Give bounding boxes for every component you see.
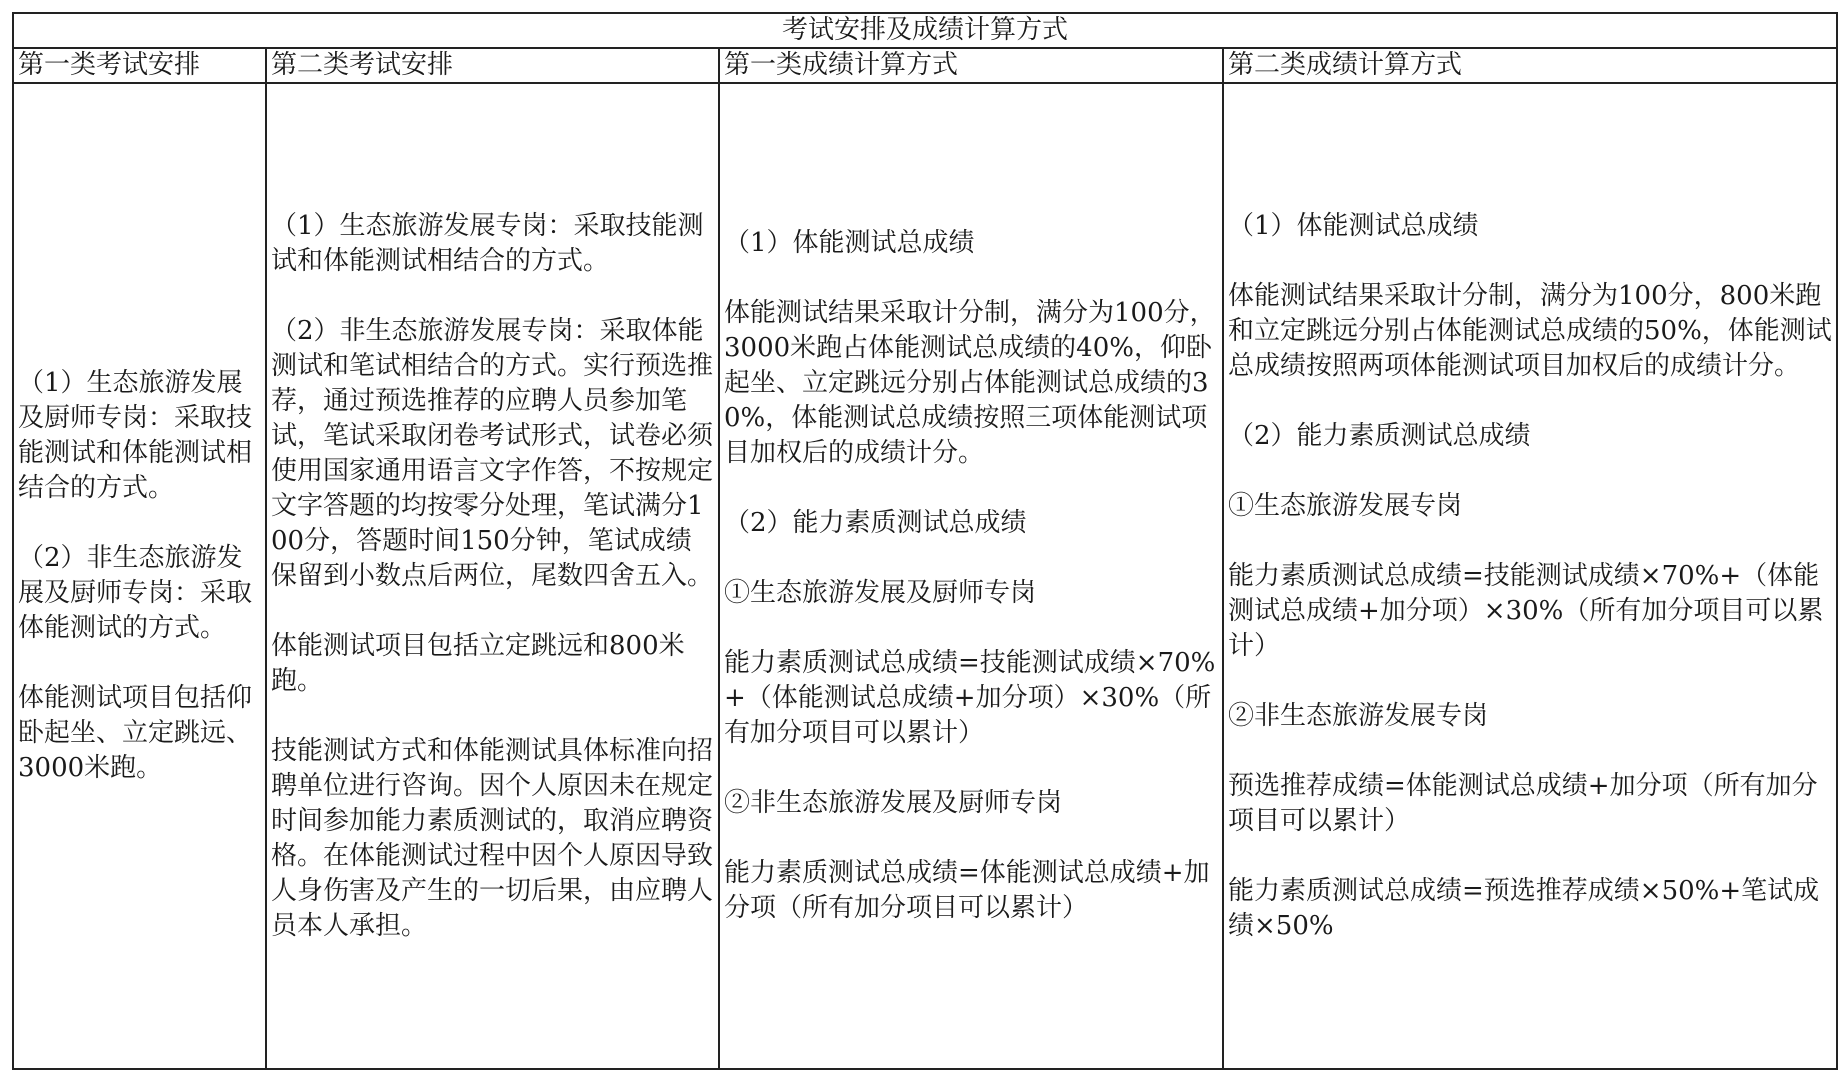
paragraph: （1）体能测试总成绩 <box>1228 210 1479 241</box>
paragraph: ①生态旅游发展及厨师专岗 <box>724 578 1037 608</box>
paragraph: 体能测试结果采取计分制，满分为100分，800米跑和立定跳远分别占体能测试总成绩的50%，体能测试总成绩按照两项体能测试项目加权后的成绩计分。 <box>1228 280 1832 381</box>
paragraph: 体能测试项目包括仰卧起坐、立定跳远、3000米跑。 <box>18 683 253 783</box>
paragraph: （2）能力素质测试总成绩 <box>1228 420 1531 451</box>
paragraph: （1）生态旅游发展专岗：采取技能测试和体能测试相结合的方式。 <box>271 210 704 276</box>
paragraph: ②非生态旅游发展及厨师专岗 <box>724 788 1063 818</box>
paragraph: 体能测试项目包括立定跳远和800米跑。 <box>271 630 685 696</box>
paragraph: 能力素质测试总成绩=技能测试成绩×70%+（体能测试总成绩+加分项）×30%（所有加分项目可以累计） <box>724 648 1216 748</box>
cell-first-exam-arrangement <box>13 83 266 1069</box>
cell-second-score-calculation <box>1223 83 1837 1069</box>
title-row <box>13 13 1837 48</box>
table-title: 考试安排及成绩计算方式 <box>13 13 1837 48</box>
header-first-score-calculation: 第一类成绩计算方式 <box>719 48 1223 83</box>
paragraph: ①生态旅游发展专岗 <box>1228 490 1463 521</box>
paragraph: 能力素质测试总成绩=预选推荐成绩×50%+笔试成绩×50% <box>1228 875 1820 941</box>
header-second-score-calculation: 第二类成绩计算方式 <box>1223 48 1837 83</box>
paragraph: （1）体能测试总成绩 <box>724 228 975 258</box>
paragraph: ②非生态旅游发展专岗 <box>1228 700 1489 731</box>
table <box>12 12 1838 1070</box>
cell-first-score-calculation <box>719 83 1223 1069</box>
paragraph: 技能测试方式和体能测试具体标准向招聘单位进行咨询。因个人原因未在规定时间参加能力素质测试的，取消应聘资格。在体能测试过程中因个人原因导致人身伤害及产生的一切后果，由应聘人员本人承担。 <box>271 735 714 941</box>
header-second-exam-arrangement: 第二类考试安排 <box>266 48 719 83</box>
paragraph: （2）非生态旅游发展及厨师专岗：采取体能测试的方式。 <box>18 543 253 643</box>
paragraph: 体能测试结果采取计分制，满分为100分，3000米跑占体能测试总成绩的40%，仰卧起坐、立定跳远分别占体能测试总成绩的30%，体能测试总成绩按照三项体能测试项目加权后的成绩计分。 <box>724 298 1216 468</box>
paragraph: 预选推荐成绩=体能测试总成绩+加分项（所有加分项目可以累计） <box>1228 770 1818 836</box>
header-first-exam-arrangement: 第一类考试安排 <box>13 48 266 83</box>
header-row <box>13 48 1837 83</box>
paragraph: 能力素质测试总成绩=技能测试成绩×70%+（体能测试总成绩+加分项）×30%（所有加分项目可以累计） <box>1228 560 1824 661</box>
exam-arrangement-table <box>12 12 1836 1070</box>
paragraph: （1）生态旅游发展及厨师专岗：采取技能测试和体能测试相结合的方式。 <box>18 368 253 503</box>
content-row <box>13 83 1837 1069</box>
cell-second-exam-arrangement <box>266 83 719 1069</box>
paragraph: 能力素质测试总成绩=体能测试总成绩+加分项（所有加分项目可以累计） <box>724 858 1210 923</box>
paragraph: （2）能力素质测试总成绩 <box>724 508 1027 538</box>
paragraph: （2）非生态旅游发展专岗：采取体能测试和笔试相结合的方式。实行预选推荐，通过预选推荐的应聘人员参加笔试，笔试采取闭卷考试形式，试卷必须使用国家通用语言文字作答，不按规定文字答题的均按零分处理，笔试满分100分，答题时间150分钟，笔试成绩保留到小数点后两位，尾数四舍五入。 <box>271 315 714 591</box>
